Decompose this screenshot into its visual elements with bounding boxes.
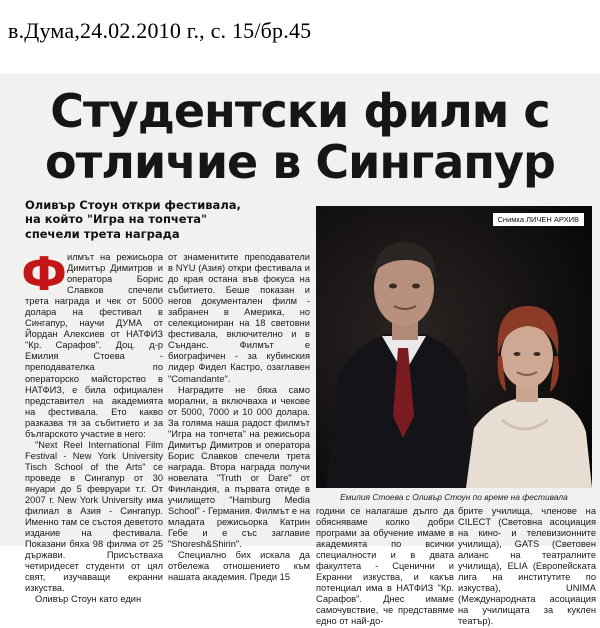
- paragraph: "Next Reel International Film Festival - New York University Tisch School of the Arts" се проведе в Сингапур от 30 януари до 5 февруари т.г. От 2007 г. New York University има филиал в Азия - Сингапур. Именно там се състоя деветото издание на фестивала. Показани бяха 98 филма от 25 държави. Присъстваха четиридесет студенти от цял свят, изучаващи екранни изкуства.: [25, 439, 163, 594]
- source-citation: в.Дума,24.02.2010 г., с. 15/бр.45: [8, 18, 312, 43]
- paragraph: брите училища, членове на CILECT (Световна асоциация на кино- и телевизионните училища), GATS (Световен алианс на театралните училища), ELIA (Европейската лига на институтите по изкуства), UNIMA (Международната асоциация на училищата за куклен театър).: [458, 506, 596, 627]
- text-column-3: [316, 506, 454, 628]
- paragraph: Оливър Стоун като един: [35, 594, 142, 605]
- paragraph: години се налагаше дълго да обясняваме колко добри програми за обучение имаме в академията по всички специалности и в двата факултета - Сценични и Екранни изкуства, и какъв потенциал има в НАТФИЗ "Кр. Сарафов". Днес имаме самочувствие, че представяме едно от най-до-: [316, 506, 454, 627]
- subheadline: [25, 198, 315, 241]
- photo-caption: Емилия Стоева с Оливър Стоун по време на фестивала: [340, 492, 568, 502]
- headline-line-1: Студентски филм с: [50, 84, 550, 138]
- subhead-line-3: спечели трета награда: [25, 226, 180, 241]
- dropcap: Ф: [21, 247, 67, 301]
- subhead-line-1: Оливър Стоун откри фестивала,: [25, 198, 241, 212]
- article-photo: [316, 206, 592, 488]
- newspaper-clipping: [0, 74, 600, 627]
- photo-illustration: [316, 206, 592, 488]
- text-column-2: [168, 252, 310, 583]
- paragraph: илмът на режисьора Димитър Димитров и оператора Борис Славков спечели трета награда и чек от 5000 долара на фестивал в Сингапур, научи ДУМА от Йордан Алексиев от НАТФИЗ "Кр. Сарафов". Доц. д-р Емилия Стоева - преподавателка по операторско майсторство в НАТФИЗ, е била официален представител на академията на фестивала. Ето какво разказва тя за събитието и за българското участие в него:: [25, 252, 163, 439]
- headline-line-2: отличие в Сингапур: [45, 135, 555, 189]
- paragraph: от знаменитите преподаватели в NYU (Азия) откри фестивала и до края остана във фокуса на събитието. Беше показан и негов документален филм - забранен в Америка, но селекциониран на 18 световни фестивала, включително и в Сънданс. Филмът е биографичен - за кубинския лидер Фидел Кастро, озаглавен "Comandante".: [168, 252, 310, 384]
- dropcap-box: [21, 247, 67, 301]
- text-column-4: [458, 506, 596, 628]
- subhead-line-2: на който "Игра на топчета": [25, 212, 207, 227]
- paragraph: Наградите не бяха само морални, а включваха и чекове от 5000, 7000 и 10 000 долара. За голяма наша радост филмът "Игра на топчета" на режисьора Димитър Димитров и оператора Борис Славков спечели трета награда. Втора награда получи новелата "Truth or Dare" от Финландия, а първата отиде в училището "Hamburg Media School" - Германия. Филмът е на младата режисьорка Катрин Гебе и е със заглавие "Shoresh&Shirin".: [168, 384, 310, 550]
- photo-credit: Снимка ЛИЧЕН АРХИВ: [493, 213, 584, 226]
- text-column-1: [21, 247, 163, 606]
- paragraph: Специално бих искала да отбележа отношението към нашата академия. Преди 15: [168, 550, 310, 583]
